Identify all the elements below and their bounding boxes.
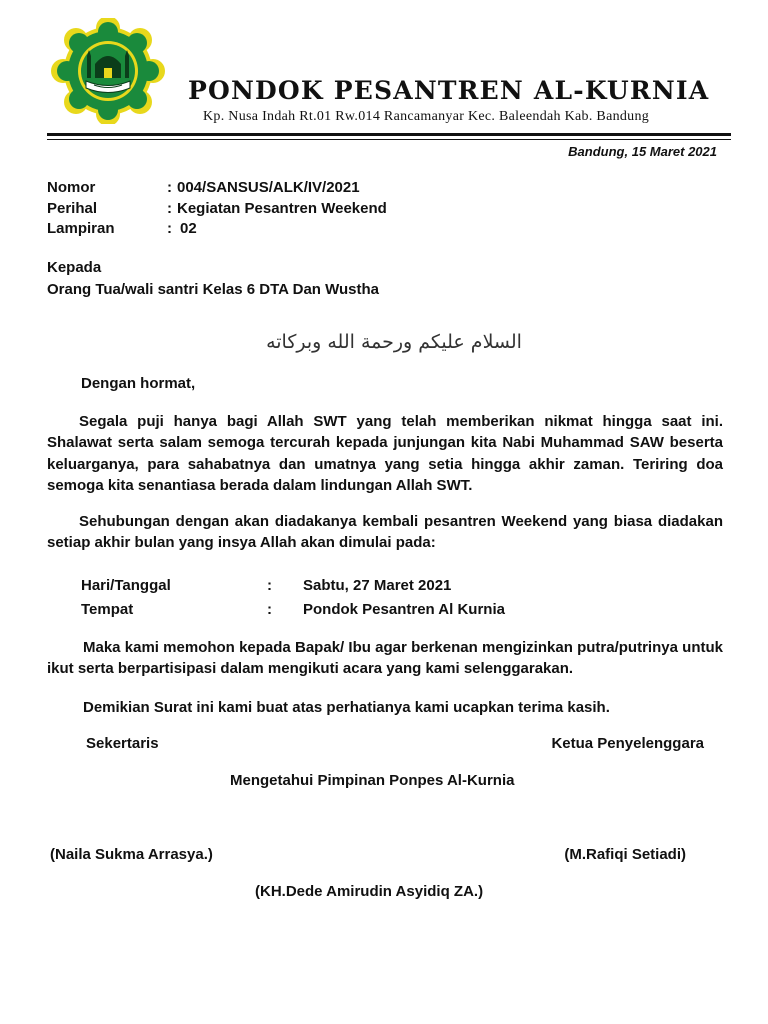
letterhead-divider xyxy=(47,133,731,136)
organization-name: PONDOK PESANTREN AL-KURNIA xyxy=(188,76,710,105)
meta-label: Nomor xyxy=(47,179,96,196)
meta-value: Kegiatan Pesantren Weekend xyxy=(177,199,387,217)
recipient-name: Orang Tua/wali santri Kelas 6 DTA Dan Wustha xyxy=(47,280,380,298)
secretary-title: Sekertaris xyxy=(86,735,159,752)
meta-separator: : xyxy=(167,220,172,237)
meta-separator: : xyxy=(167,199,172,217)
meta-label: Lampiran xyxy=(47,220,115,237)
letterhead-divider-thin xyxy=(47,139,731,140)
leader-title: Mengetahui Pimpinan Ponpes Al-Kurnia xyxy=(230,772,515,789)
meta-row-perihal xyxy=(47,199,387,220)
recipient-block xyxy=(47,257,379,300)
letter-date: Bandung, 15 Maret 2021 xyxy=(568,144,717,159)
greeting: Dengan hormat, xyxy=(81,375,196,392)
meta-row-lampiran xyxy=(47,219,387,240)
event-value: Sabtu, 27 Maret 2021 xyxy=(303,577,452,594)
event-value: Pondok Pesantren Al Kurnia xyxy=(303,601,505,618)
pesantren-logo xyxy=(50,18,166,124)
event-separator: : xyxy=(267,601,272,618)
paragraph-2: Sehubungan dengan akan diadakanya kembali pesantren Weekend yang biasa diadakan setiap akhir bulan yang insya Allah akan dimulai pada: xyxy=(47,513,723,552)
closing-wrap xyxy=(47,697,723,718)
leader-name: (KH.Dede Amirudin Asyidiq ZA.) xyxy=(255,883,484,900)
recipient-to: Kepada xyxy=(47,259,102,276)
chair-title: Ketua Penyelenggara xyxy=(551,735,704,752)
event-row-place xyxy=(81,598,505,622)
meta-value: 02 xyxy=(180,220,197,237)
paragraph-1: Segala puji hanya bagi Allah SWT yang telah memberikan nikmat hingga saat ini. Shalawat serta salam semoga tercurah kepada junjungan kita Nabi Muhammad SAW beserta keluarganya, para sahabatnya dan umatnya yang setia hingga akhir zaman. Teriring doa semoga kita senantiasa berada dalam lindungan Allah SWT. xyxy=(47,413,723,494)
secretary-name: (Naila Sukma Arrasya.) xyxy=(50,846,213,863)
meta-value: 004/SANSUS/ALK/IV/2021 xyxy=(177,179,360,196)
closing-text: Demikian Surat ini kami buat atas perhatianya kami ucapkan terima kasih. xyxy=(83,699,610,716)
letter-meta xyxy=(47,178,387,240)
meta-separator: : xyxy=(167,179,172,196)
greeting-wrap xyxy=(47,373,723,394)
event-details xyxy=(81,574,505,622)
event-row-date xyxy=(81,574,505,598)
meta-label: Perihal xyxy=(47,199,98,217)
meta-row-nomor xyxy=(47,178,387,199)
event-label: Tempat xyxy=(81,601,134,618)
organization-address: Kp. Nusa Indah Rt.01 Rw.014 Rancamanyar Kec. Baleendah Kab. Bandung xyxy=(203,109,650,124)
chair-name: (M.Rafiqi Setiadi) xyxy=(564,846,686,863)
salam-arabic: السلام عليكم ورحمة الله وبركاته xyxy=(266,331,522,353)
paragraph-3: Maka kami memohon kepada Bapak/ Ibu agar berkenan mengizinkan putra/putrinya untuk ikut serta berpartisipasi dalam mengikuti acara yang kami selenggarakan. xyxy=(47,639,723,678)
event-separator: : xyxy=(267,577,272,594)
event-label: Hari/Tanggal xyxy=(81,577,171,594)
